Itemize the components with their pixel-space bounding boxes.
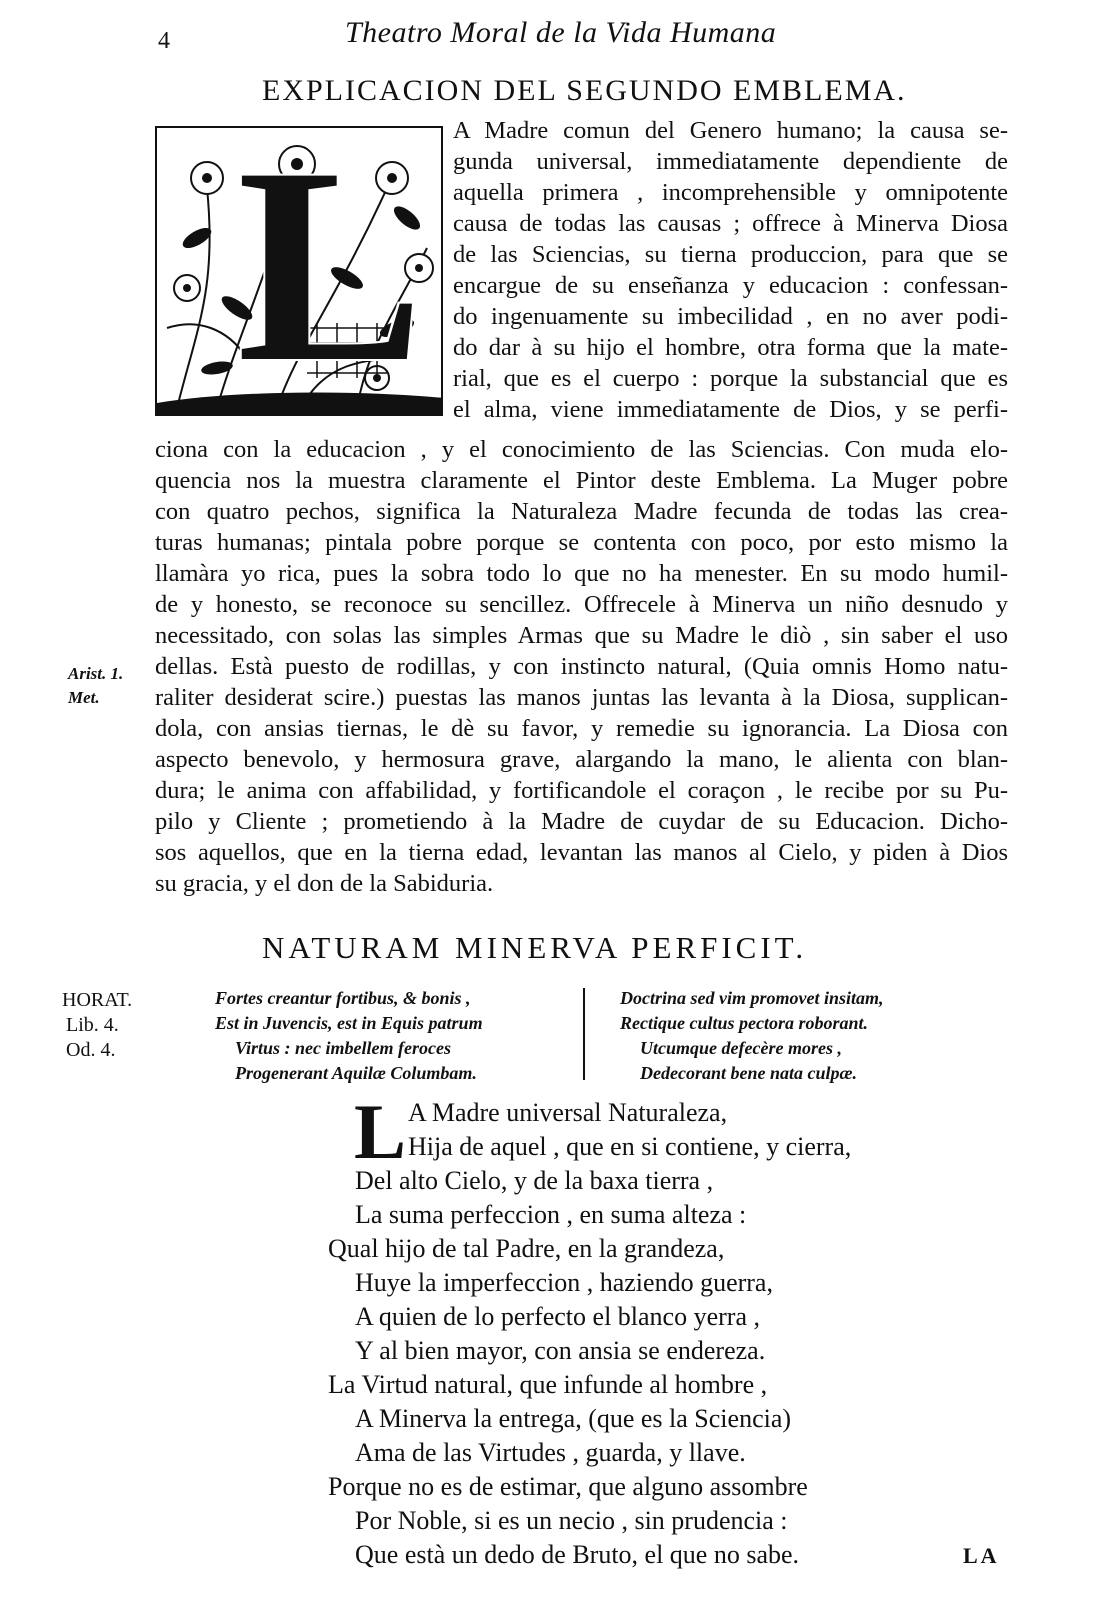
page-number: 4 bbox=[158, 28, 170, 54]
paragraph-line: A Madre comun del Genero humano; la causa se- bbox=[453, 117, 1008, 144]
paragraph-line: dola, con ansias tiernas, le dè su favor, y remedie su ignorancia. La Diosa con bbox=[155, 715, 1008, 742]
latin-verse-right: Rectique cultus pectora roborant. bbox=[620, 1013, 869, 1033]
paragraph-line: causa de todas las causas ; offrece à Minerva Diosa bbox=[453, 210, 1008, 237]
horace-reference: Lib. 4. bbox=[66, 1014, 119, 1036]
paragraph-line: quencia nos la muestra claramente el Pintor deste Emblema. La Muger pobre bbox=[155, 467, 1008, 494]
paragraph-line: su gracia, y el don de la Sabiduria. bbox=[155, 870, 494, 897]
sonnet-line: Ama de las Virtudes , guarda, y llave. bbox=[355, 1438, 746, 1467]
horace-reference: Od. 4. bbox=[66, 1039, 116, 1061]
paragraph-line: encargue de su enseñanza y educacion : confessan- bbox=[453, 272, 1008, 299]
latin-verse-left: Virtus : nec imbellem feroces bbox=[235, 1038, 451, 1058]
horace-reference: HORAT. bbox=[62, 989, 133, 1011]
paragraph-line: turas humanas; pintala pobre porque se contenta con poco, por esto mismo la bbox=[155, 529, 1008, 556]
margin-note: Arist. 1. bbox=[68, 664, 124, 683]
paragraph-line: necessitado, con solas las simples Armas que su Madre le diò , sin saber el uso bbox=[155, 622, 1008, 649]
paragraph-line: gunda universal, immediatamente dependiente de bbox=[453, 148, 1008, 175]
paragraph-line: sos aquellos, que en la tierna edad, levantan las manos al Cielo, y piden à Dios bbox=[155, 839, 1008, 866]
latin-verse-left: Progenerant Aquilæ Columbam. bbox=[235, 1063, 477, 1083]
paragraph-line: dellas. Està puesto de rodillas, y con instincto natural, (Quia omnis Homo natu- bbox=[155, 653, 1008, 680]
latin-verse-left: Est in Juvencis, est in Equis patrum bbox=[215, 1013, 483, 1033]
paragraph-line: con quatro pechos, significa la Naturaleza Madre fecunda de todas las crea- bbox=[155, 498, 1008, 525]
paragraph-line: el alma, viene immediatamente de Dios, y se perfi- bbox=[453, 396, 1008, 423]
sonnet-line: A quien de lo perfecto el blanco yerra , bbox=[355, 1302, 760, 1331]
sonnet-line: Y al bien mayor, con ansia se endereza. bbox=[355, 1336, 766, 1365]
drop-cap-initial bbox=[155, 126, 443, 416]
section-title: EXPLICACION DEL SEGUNDO EMBLEMA. bbox=[262, 74, 907, 107]
paragraph-line: dura; le anima con affabilidad, y fortificandole el coraçon , le recibe por su Pu- bbox=[155, 777, 1008, 804]
sonnet-line: Del alto Cielo, y de la baxa tierra , bbox=[355, 1166, 714, 1195]
sonnet-line: Huye la imperfeccion , haziendo guerra, bbox=[355, 1268, 773, 1297]
paragraph-line: do dar à su hijo el hombre, otra forma que la mate- bbox=[453, 334, 1008, 361]
catchword: LA bbox=[963, 1543, 1000, 1568]
sonnet-initial: L bbox=[354, 1088, 407, 1175]
latin-verse-right: Utcumque defecère mores , bbox=[640, 1038, 842, 1058]
paragraph-line: do ingenuamente su imbecilidad , en no aver podi- bbox=[453, 303, 1008, 330]
sonnet-line: A Minerva la entrega, (que es la Sciencia) bbox=[355, 1404, 792, 1433]
sonnet-line: La Virtud natural, que infunde al hombre , bbox=[328, 1370, 768, 1399]
sonnet-line: Qual hijo de tal Padre, en la grandeza, bbox=[328, 1234, 725, 1263]
latin-verse-left: Fortes creantur fortibus, & bonis , bbox=[215, 988, 471, 1008]
paragraph-line: pilo y Cliente ; prometiendo à la Madre de cuydar de su Educacion. Dicho- bbox=[155, 808, 1008, 835]
motto-heading: NATURAM MINERVA PERFICIT. bbox=[262, 930, 808, 965]
running-title: Theatro Moral de la Vida Humana bbox=[345, 16, 777, 49]
drop-cap-letter: L bbox=[237, 126, 424, 416]
latin-verse-right: Dedecorant bene nata culpæ. bbox=[640, 1063, 857, 1083]
sonnet-line: Que està un dedo de Bruto, el que no sabe. bbox=[355, 1540, 800, 1569]
sonnet-line: Hija de aquel , que en si contiene, y cierra, bbox=[408, 1132, 852, 1161]
sonnet-line: La suma perfeccion , en suma alteza : bbox=[355, 1200, 747, 1229]
sonnet-line: Por Noble, si es un necio , sin prudencia : bbox=[355, 1506, 788, 1535]
sonnet-line: A Madre universal Naturaleza, bbox=[408, 1098, 728, 1127]
sonnet-line: Porque no es de estimar, que alguno assombre bbox=[328, 1472, 808, 1501]
paragraph-line: raliter desiderat scire.) puestas las manos juntas las levanta à la Diosa, supplican- bbox=[155, 684, 1008, 711]
paragraph-line: rial, que es el cuerpo : porque la substancial que es bbox=[453, 365, 1008, 392]
paragraph-line: llamàra yo rica, pues la sobra todo lo que no ha menester. En su modo humil- bbox=[155, 560, 1008, 587]
margin-note: Met. bbox=[68, 688, 100, 707]
paragraph-line: de las Sciencias, su tierna produccion, para que se bbox=[453, 241, 1008, 268]
latin-verse-right: Doctrina sed vim promovet insitam, bbox=[620, 988, 884, 1008]
paragraph-line: aspecto benevolo, y hermosura grave, alargando la mano, le alienta con blan- bbox=[155, 746, 1008, 773]
paragraph-line: de y honesto, se reconoce su sencillez. Offrecele à Minerva un niño desnudo y bbox=[155, 591, 1008, 618]
paragraph-line: aquella primera , incomprehensible y omnipotente bbox=[453, 179, 1008, 206]
paragraph-line: ciona con la educacion , y el conocimiento de las Sciencias. Con muda elo- bbox=[155, 436, 1008, 463]
column-divider bbox=[583, 988, 585, 1080]
